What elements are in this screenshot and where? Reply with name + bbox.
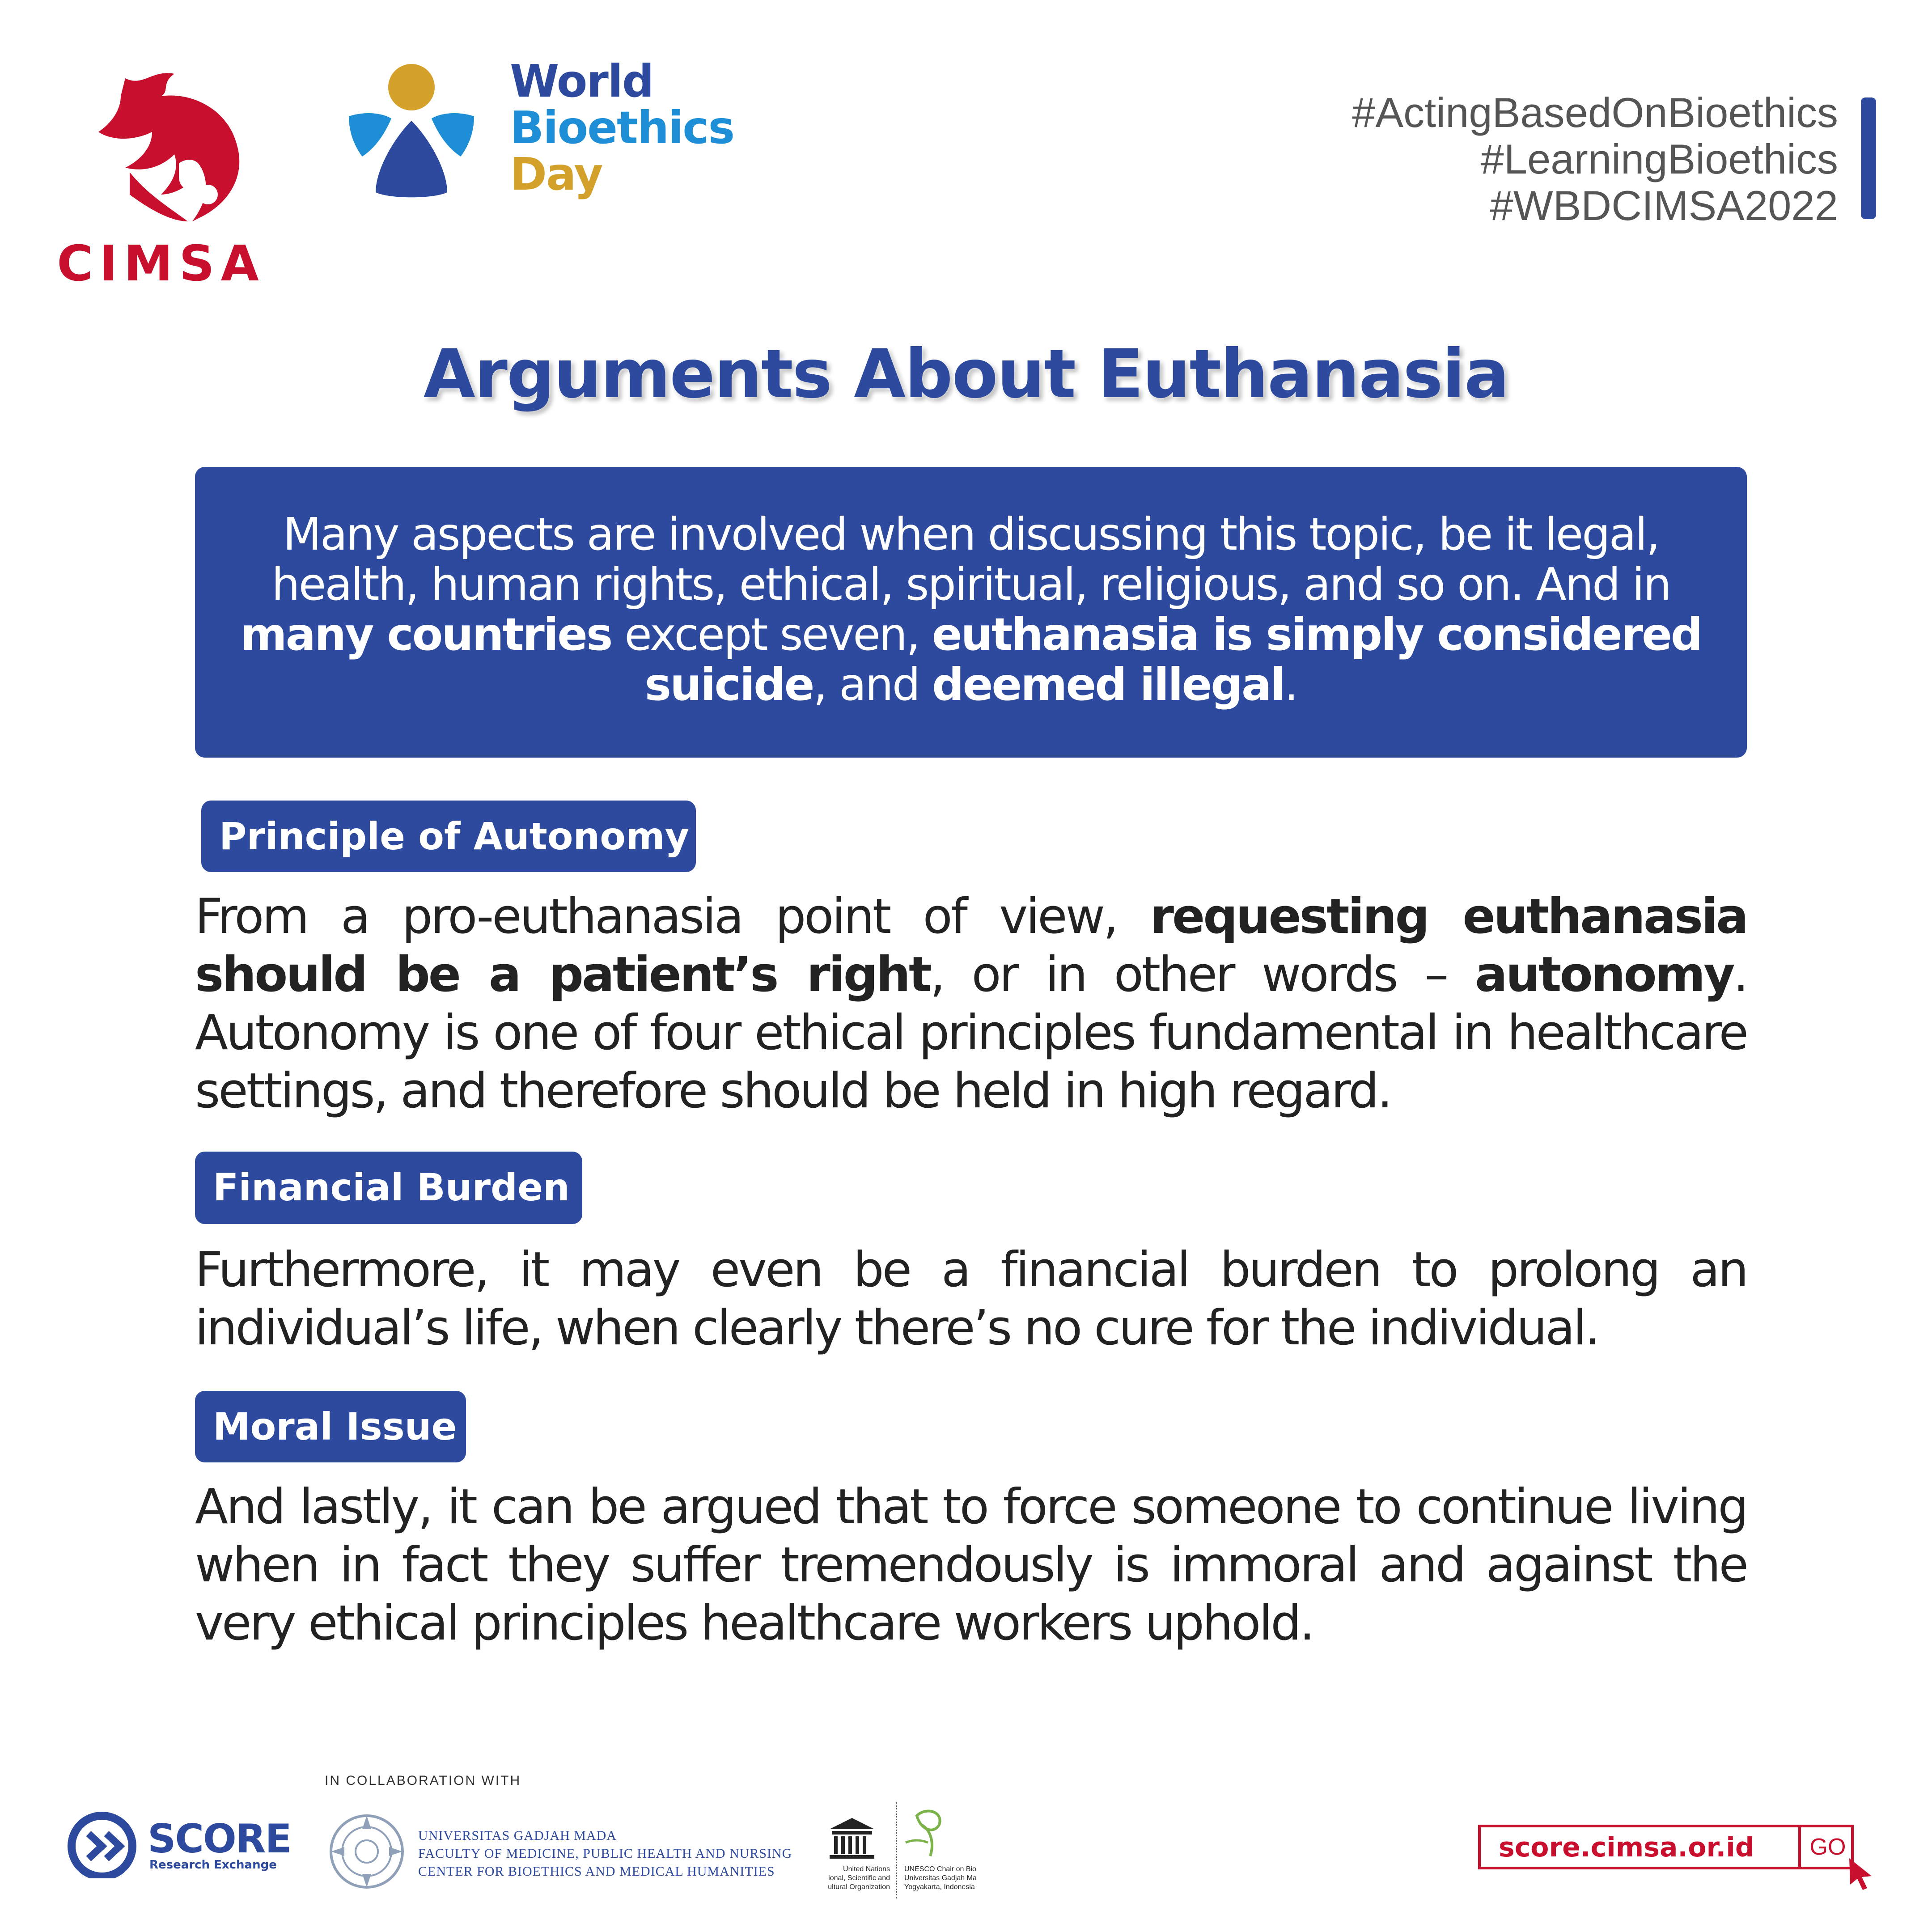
ugm-line: CENTER FOR BIOETHICS AND MEDICAL HUMANITIES (418, 1864, 775, 1879)
url-bar-divider (1798, 1827, 1801, 1867)
hashtag: #LearningBioethics (1480, 136, 1838, 182)
unitwin-leaf-icon (903, 1807, 957, 1860)
unesco-line: ional, Scientific and (828, 1874, 890, 1882)
unesco-line: United Nations (843, 1865, 890, 1873)
ugm-line: FACULTY OF MEDICINE, PUBLIC HEALTH AND NURSING (418, 1846, 792, 1861)
collaboration-label: IN COLLABORATION WITH (325, 1773, 521, 1788)
unitwin-line: Yogyakarta, Indonesia (904, 1883, 975, 1891)
ugm-text (418, 1827, 792, 1881)
url-link[interactable]: score.cimsa.or.id (1499, 1832, 1754, 1863)
section-tag-moral: Moral Issue (195, 1391, 466, 1462)
cursor-arrow-icon (1845, 1856, 1881, 1892)
unitwin-text (904, 1865, 991, 1892)
ugm-line: UNIVERSITAS GADJAH MADA (418, 1828, 617, 1843)
hashtag: #ActingBasedOnBioethics (1352, 89, 1838, 136)
wbd-line-bioethics: Bioethics (510, 102, 734, 154)
section-text-moral: And lastly, it can be argued that to force someone to continue living when in fact they suffer tremendously is immoral and against the very ethical principles healthcare workers uphold. (195, 1479, 1747, 1651)
wbd-line-day: Day (510, 148, 602, 200)
world-bioethics-day-wordmark (510, 55, 734, 200)
wbd-line-world: World (510, 55, 653, 107)
section-tag-financial: Financial Burden (195, 1152, 582, 1224)
go-button[interactable]: GO (1809, 1834, 1846, 1860)
unitwin-line: Universitas Gadjah Ma (904, 1874, 977, 1882)
score-subtitle: Research Exchange (149, 1858, 277, 1872)
score-wordmark: SCORE (148, 1816, 291, 1862)
bioethics-figure-icon (344, 63, 479, 201)
url-bar[interactable] (1478, 1825, 1854, 1869)
footer-divider (896, 1802, 897, 1898)
unesco-line: ultural Organization (828, 1883, 890, 1891)
hashtag-accent-bar (1861, 97, 1876, 219)
cimsa-wordmark: CIMSA (57, 235, 265, 292)
hashtag: #WBDCIMSA2022 (1490, 182, 1838, 229)
intro-box (195, 467, 1747, 758)
unesco-temple-icon (825, 1816, 879, 1860)
unitwin-line: UNESCO Chair on Bio (904, 1865, 976, 1873)
section-tag-autonomy: Principle of Autonomy (201, 801, 696, 872)
ugm-seal-icon (326, 1811, 407, 1892)
hashtag-list (1352, 89, 1838, 229)
section-text-financial: Furthermore, it may even be a financial burden to prolong an individual’s life, when clearly there’s no cure for the individual. (195, 1242, 1747, 1356)
unesco-text (805, 1865, 890, 1892)
intro-text: Many aspects are involved when discussing this topic, be it legal, health, human rights, ethical, spiritual, religious, and so on. And in many countries except seven, euthanasia is simply considered suicide, and deemed illegal. (240, 508, 1702, 711)
page-title: Arguments About Euthanasia (423, 335, 1509, 413)
section-text-autonomy: From a pro-euthanasia point of view, requesting euthanasia should be a patient’s right, or in other words – autonomy. Autonomy is one of four ethical principles fundamental in healthcare settings, and therefore should be held in high regard. (195, 889, 1747, 1119)
